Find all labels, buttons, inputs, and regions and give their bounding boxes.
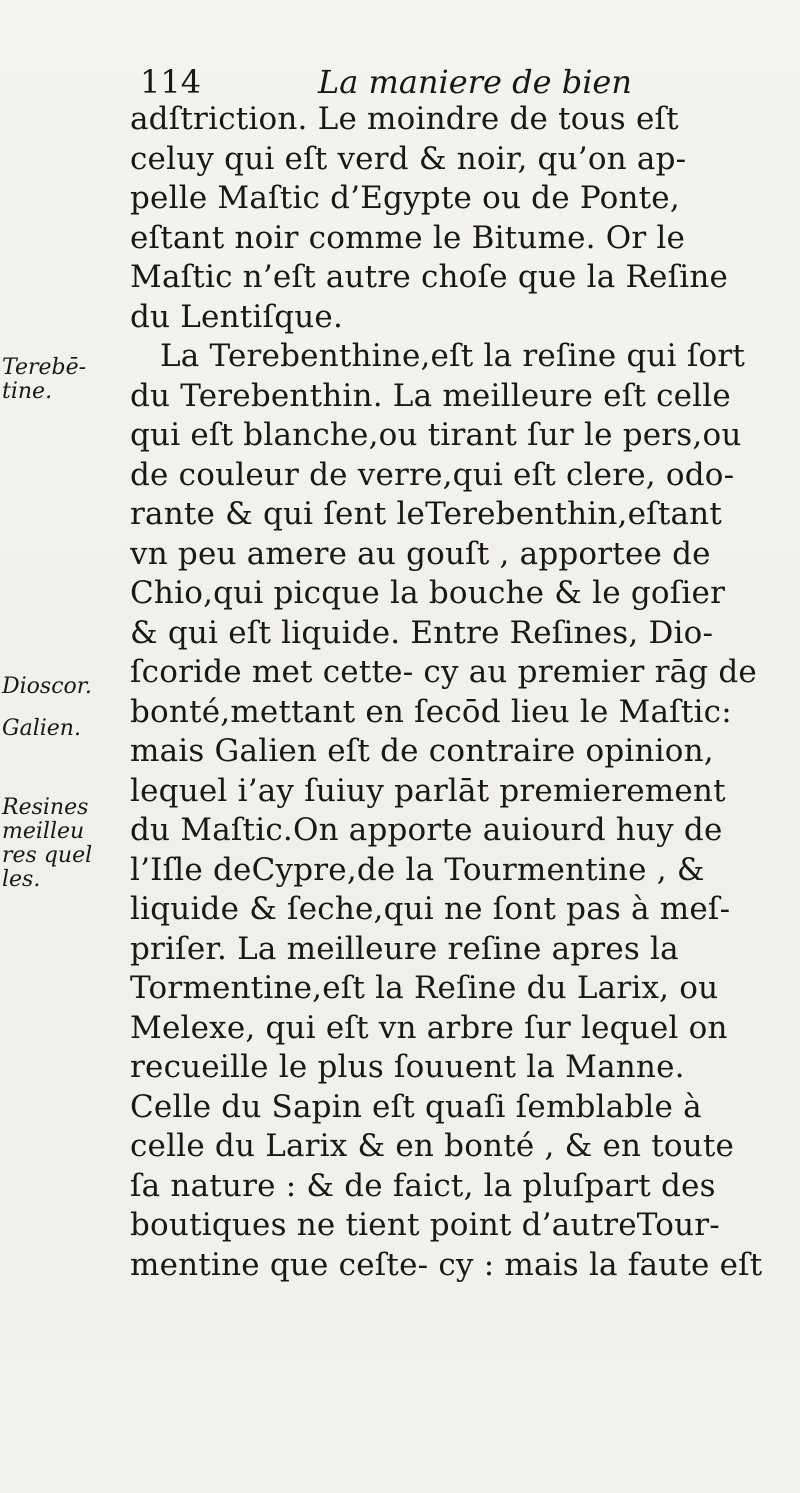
running-head: [140, 62, 660, 102]
body-text: [130, 100, 790, 1285]
text-line: Tormentine,eſt la Reſine du Larix, ou: [130, 970, 719, 1006]
text-line: priſer. La meilleure reſine apres la: [130, 930, 679, 967]
text-line: eſtant noir comme le Bitume. Or le: [130, 219, 686, 256]
text-line: Melexe, qui eſt vn arbre ſur lequel on: [130, 1009, 728, 1046]
text-line: Maſtic n’eſt autre choſe que la Reſine: [130, 259, 729, 295]
text-line: mentine que ceſte- cy : mais la faute eſt: [130, 1246, 763, 1283]
text-line: recueille le plus ſouuent la Manne.: [130, 1049, 685, 1085]
text-line: lequel i’ay ſuiuy parlāt premierement: [130, 772, 726, 809]
text-line: ſa nature : & de faict, la pluſpart des: [130, 1167, 716, 1204]
text-line: celle du Larix & en bonté , & en toute: [130, 1128, 735, 1164]
margin-note-galien: Galien.: [2, 716, 81, 741]
text-line: du Lentiſque.: [130, 298, 344, 335]
text-line: adſtriction. Le moindre de tous eſt: [130, 101, 679, 137]
text-line: Celle du Sapin eſt quaſi ſemblable à: [130, 1088, 702, 1125]
running-title: La maniere de bien: [318, 63, 632, 101]
text-line: Chio,qui picque la bouche & le goſier: [130, 575, 726, 611]
text-line: rante & qui ſent leTerebenthin,eſtant: [130, 496, 722, 532]
text-line: qui eſt blanche,ou tirant ſur le pers,ou: [130, 417, 742, 453]
text-line: ſcoride met cette- cy au premier rāg de: [130, 654, 757, 690]
text-line: La Terebenthine,eſt la reſine qui ſort: [160, 338, 746, 374]
margin-note-dioscor: Dioscor.: [2, 674, 92, 699]
margin-note-resines: Resines meilleu res quel les.: [2, 795, 93, 892]
text-line: pelle Maſtic d’Egypte ou de Ponte,: [130, 180, 680, 216]
text-line: de couleur de verre,qui eſt clere, odo-: [130, 456, 735, 493]
text-line: du Terebenthin. La meilleure eſt celle: [130, 377, 731, 414]
text-line: vn peu amere au gouſt , apportee de: [130, 535, 711, 572]
text-line: & qui eſt liquide. Entre Reſines, Dio-: [130, 614, 714, 651]
margin-note-terebentine: Terebē- tine.: [2, 355, 87, 404]
text-line: boutiques ne tient point d’autreTour-: [130, 1207, 720, 1243]
text-line: mais Galien eſt de contraire opinion,: [130, 733, 714, 769]
text-line: bonté,mettant en ſecōd lieu le Maſtic:: [130, 693, 732, 730]
text-line: du Maſtic.On apporte auiourd huy de: [130, 812, 723, 848]
page-number: 114: [140, 63, 202, 101]
text-line: celuy qui eſt verd & noir, qu’on ap-: [130, 140, 687, 177]
text-line: l’Iſle deCypre,de la Tourmentine , &: [130, 851, 705, 888]
text-line: liquide & ſeche,qui ne ſont pas à meſ-: [130, 891, 731, 927]
